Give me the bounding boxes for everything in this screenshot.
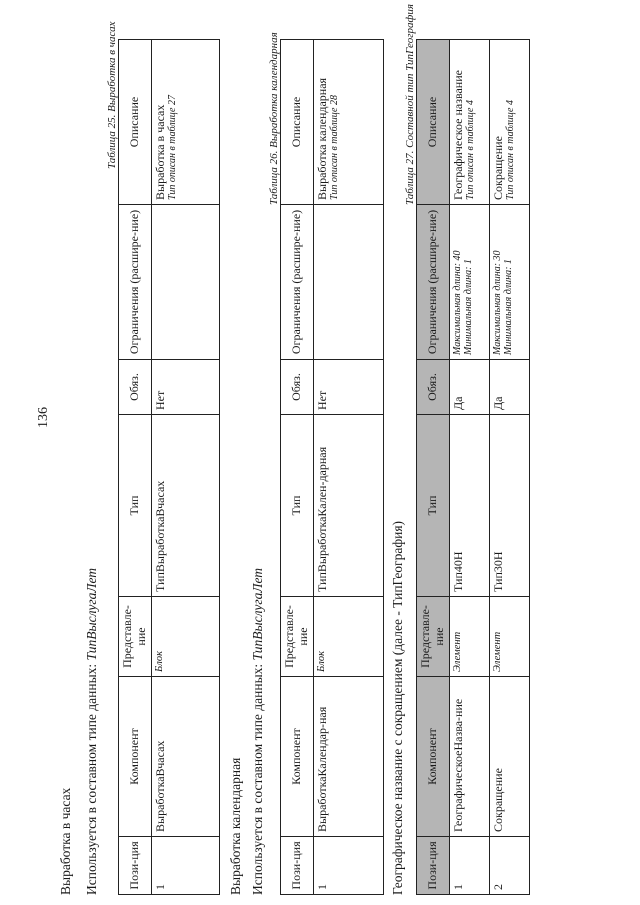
col-position: Пози-ция	[281, 837, 314, 895]
cell-restrictions	[449, 205, 489, 360]
cell-position: 1	[151, 837, 219, 895]
description-note: Тип описан в таблице 28	[329, 95, 341, 200]
used-in-type-1: ТипВыслугаЛет	[84, 567, 99, 661]
section-title-1: Выработка в часах	[58, 787, 73, 895]
table-caption-27: Таблица 27. Составной тип ТипГеография	[404, 4, 416, 205]
cell-description	[489, 40, 529, 205]
description-text: Географическое название	[450, 70, 465, 200]
col-type: Тип	[417, 415, 450, 597]
description-note: Тип описан в таблице 4	[505, 100, 517, 200]
col-representation: Представле-ние	[417, 597, 450, 677]
cell-restrictions	[489, 205, 529, 360]
description-note: Тип описан в таблице 4	[465, 100, 477, 200]
col-position: Пози-ция	[417, 837, 450, 895]
cell-required: Нет	[151, 360, 219, 415]
table-row	[313, 40, 383, 895]
cell-type: ТипВыработкаВчасах	[151, 415, 219, 597]
col-restrictions: Ограничения (расшире-ние)	[281, 205, 314, 360]
col-description: Описание	[417, 40, 450, 205]
table-caption-25: Таблица 25. Выработка в часах	[106, 21, 118, 169]
description-note: Тип описан в таблице 27	[167, 95, 179, 200]
cell-component: ВыработкаКалендар-ная	[313, 677, 383, 837]
cell-type: Тип30Н	[489, 415, 529, 597]
table-27	[416, 39, 530, 895]
cell-restrictions	[313, 205, 383, 360]
col-representation: Представле-ние	[119, 597, 152, 677]
restriction-min: Минимальная длина: 1	[503, 259, 515, 355]
table-25	[118, 39, 220, 895]
cell-position: 2	[489, 837, 529, 895]
description-text: Выработка календарная	[314, 77, 329, 200]
cell-representation: Блок	[313, 597, 383, 677]
table-row	[151, 40, 219, 895]
used-in-2	[250, 568, 266, 895]
restriction-max: Максимальная длина: 40	[451, 250, 463, 355]
col-type: Тип	[281, 415, 314, 597]
col-component: Компонент	[281, 677, 314, 837]
col-description: Описание	[281, 40, 314, 205]
cell-representation: Блок	[151, 597, 219, 677]
cell-position: 1	[313, 837, 383, 895]
cell-component: ГеографическоеНазва-ние	[449, 677, 489, 837]
description-text: Выработка в часах	[152, 104, 167, 200]
col-component: Компонент	[417, 677, 450, 837]
table-26	[280, 39, 384, 895]
col-component: Компонент	[119, 677, 152, 837]
used-in-type-2: ТипВыслугаЛет	[250, 567, 265, 661]
col-required: Обяз.	[417, 360, 450, 415]
table-row	[449, 40, 489, 895]
used-in-prefix-2: Используется в составном типе данных:	[250, 660, 265, 895]
col-representation: Представле-ние	[281, 597, 314, 677]
col-required: Обяз.	[281, 360, 314, 415]
description-text: Сокращение	[490, 136, 505, 200]
cell-component: Сокращение	[489, 677, 529, 837]
col-description: Описание	[119, 40, 152, 205]
cell-component: ВыработкаВчасах	[151, 677, 219, 837]
col-restrictions: Ограничения (расшире-ние)	[417, 205, 450, 360]
section-title-3: Географическое название с сокращением (далее - ТипГеография)	[390, 520, 405, 895]
table-caption-26: Таблица 26. Выработка календарная	[268, 32, 280, 205]
restriction-max: Максимальная длина: 30	[491, 250, 503, 355]
table-header-row	[281, 40, 314, 895]
cell-required: Нет	[313, 360, 383, 415]
cell-description	[449, 40, 489, 205]
used-in-1	[84, 568, 100, 895]
section-title-2: Выработка календарная	[228, 757, 243, 895]
page-number: 136	[36, 407, 51, 428]
table-header-row	[119, 40, 152, 895]
restriction-min: Минимальная длина: 1	[463, 259, 475, 355]
cell-description	[313, 40, 383, 205]
cell-description	[151, 40, 219, 205]
cell-representation: Элемент	[489, 597, 529, 677]
table-header-row	[417, 40, 450, 895]
cell-type: Тип40Н	[449, 415, 489, 597]
col-required: Обяз.	[119, 360, 152, 415]
used-in-prefix-1: Используется в составном типе данных:	[84, 660, 99, 895]
col-type: Тип	[119, 415, 152, 597]
cell-type: ТипВыработкаКален-дарная	[313, 415, 383, 597]
cell-required: Да	[489, 360, 529, 415]
col-restrictions: Ограничения (расшире-ние)	[119, 205, 152, 360]
cell-representation: Элемент	[449, 597, 489, 677]
col-position: Пози-ция	[119, 837, 152, 895]
cell-restrictions	[151, 205, 219, 360]
cell-required: Да	[449, 360, 489, 415]
cell-position: 1	[449, 837, 489, 895]
table-row	[489, 40, 529, 895]
